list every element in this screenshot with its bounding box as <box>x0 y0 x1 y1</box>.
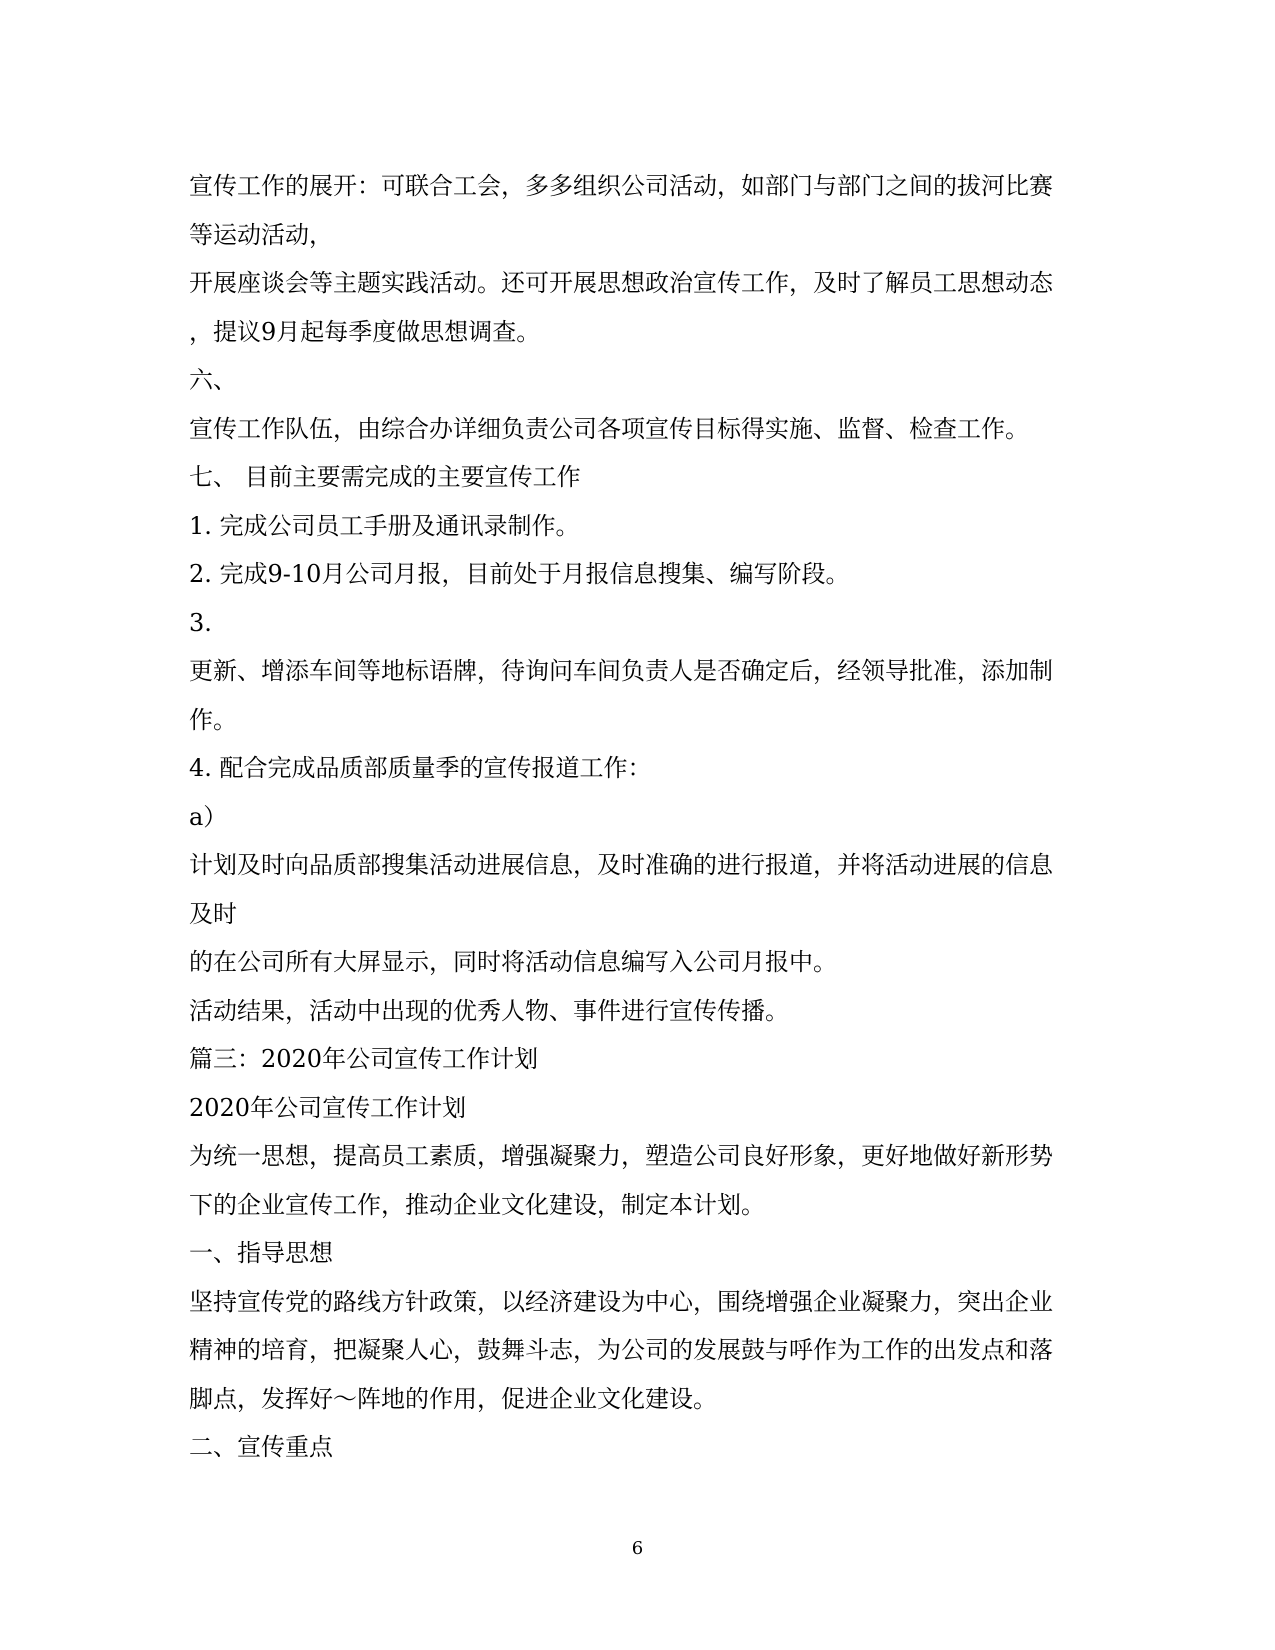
section-heading: 六、 <box>189 366 237 394</box>
section-heading: 七、 目前主要需完成的主要宣传工作 <box>189 463 581 491</box>
document-title: 2020年公司宣传工作计划 <box>189 1093 467 1122</box>
text-line: 宣传工作队伍，由综合办详细负责公司各项宣传目标得实施、监督、检查工作。 <box>189 414 1029 443</box>
text-line: 作。 <box>189 705 237 734</box>
text-line: 更新、增添车间等地标语牌，待询问车间负责人是否确定后，经领导批准，添加制 <box>189 657 1053 685</box>
document-body <box>189 162 1089 1472</box>
text-line: 下的企业宣传工作，推动企业文化建设，制定本计划。 <box>189 1190 765 1219</box>
text-line: 计划及时向品质部搜集活动进展信息，及时准确的进行报道，并将活动进展的信息 <box>189 851 1053 879</box>
page-number: 6 <box>631 1538 644 1559</box>
text-line: 坚持宣传党的路线方针政策，以经济建设为中心，围绕增强企业凝聚力，突出企业 <box>189 1287 1053 1316</box>
chapter-heading: 篇三：2020年公司宣传工作计划 <box>189 1045 539 1073</box>
text-line: 及时 <box>189 899 237 928</box>
text-line: 的在公司所有大屏显示，同时将活动信息编写入公司月报中。 <box>189 948 837 976</box>
text-line: 脚点，发挥好～阵地的作用，促进企业文化建设。 <box>189 1384 717 1413</box>
list-item: a） <box>189 802 228 831</box>
section-heading: 二、宣传重点 <box>189 1433 333 1461</box>
section-heading: 一、指导思想 <box>189 1239 333 1267</box>
list-item: 3. <box>189 608 212 637</box>
list-item: 4. 配合完成品质部质量季的宣传报道工作： <box>189 754 652 782</box>
list-item: 1. 完成公司员工手册及通讯录制作。 <box>189 511 580 540</box>
text-line: 活动结果，活动中出现的优秀人物、事件进行宣传传播。 <box>189 996 789 1025</box>
text-line: ，提议9月起每季度做思想调查。 <box>189 317 541 346</box>
text-line: 等运动活动， <box>189 220 333 249</box>
text-line: 开展座谈会等主题实践活动。还可开展思想政治宣传工作，及时了解员工思想动态 <box>189 269 1053 297</box>
text-line: 精神的培育，把凝聚人心，鼓舞斗志，为公司的发展鼓与呼作为工作的出发点和落 <box>189 1336 1053 1364</box>
list-item: 2. 完成9-10月公司月报，目前处于月报信息搜集、编写阶段。 <box>189 560 850 588</box>
text-line: 宣传工作的展开：可联合工会，多多组织公司活动，如部门与部门之间的拔河比赛 <box>189 172 1053 200</box>
text-line: 为统一思想，提高员工素质，增强凝聚力，塑造公司良好形象，更好地做好新形势 <box>189 1142 1053 1170</box>
